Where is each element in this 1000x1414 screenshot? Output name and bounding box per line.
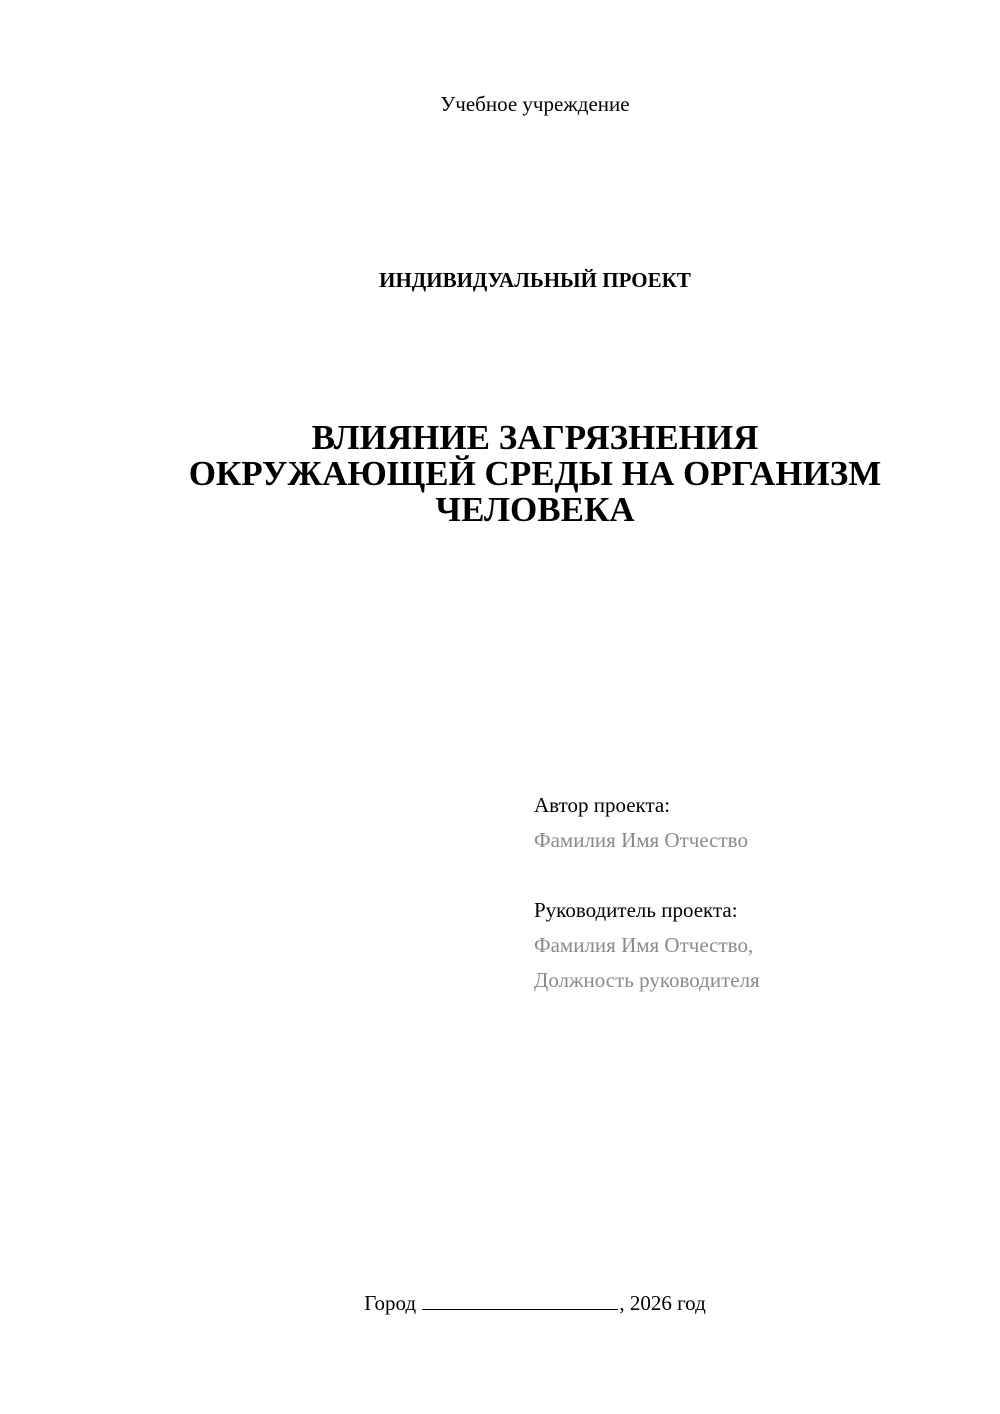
author-name: Фамилия Имя Отчество bbox=[534, 828, 748, 852]
project-type-heading: ИНДИВИДУАЛЬНЫЙ ПРОЕКТ bbox=[379, 268, 691, 292]
city-label: Город bbox=[364, 1291, 417, 1315]
institution-name: Учебное учреждение bbox=[440, 92, 630, 116]
project-title-line: ОКРУЖАЮЩЕЙ СРЕДЫ НА ОРГАНИЗМ bbox=[188, 454, 882, 493]
city-year-line bbox=[0, 1291, 1000, 1316]
project-title-line: ВЛИЯНИЕ ЗАГРЯЗНЕНИЯ bbox=[311, 418, 759, 457]
author-block bbox=[534, 788, 748, 858]
project-title-line: ЧЕЛОВЕКА bbox=[435, 490, 635, 529]
supervisor-label: Руководитель проекта: bbox=[534, 898, 738, 922]
project-title bbox=[100, 420, 970, 528]
supervisor-block bbox=[534, 893, 760, 998]
author-label: Автор проекта: bbox=[534, 793, 671, 817]
city-blank-line bbox=[422, 1291, 618, 1310]
supervisor-position: Должность руководителя bbox=[534, 968, 760, 992]
year-text: , 2026 год bbox=[619, 1291, 706, 1315]
supervisor-name: Фамилия Имя Отчество, bbox=[534, 933, 754, 957]
